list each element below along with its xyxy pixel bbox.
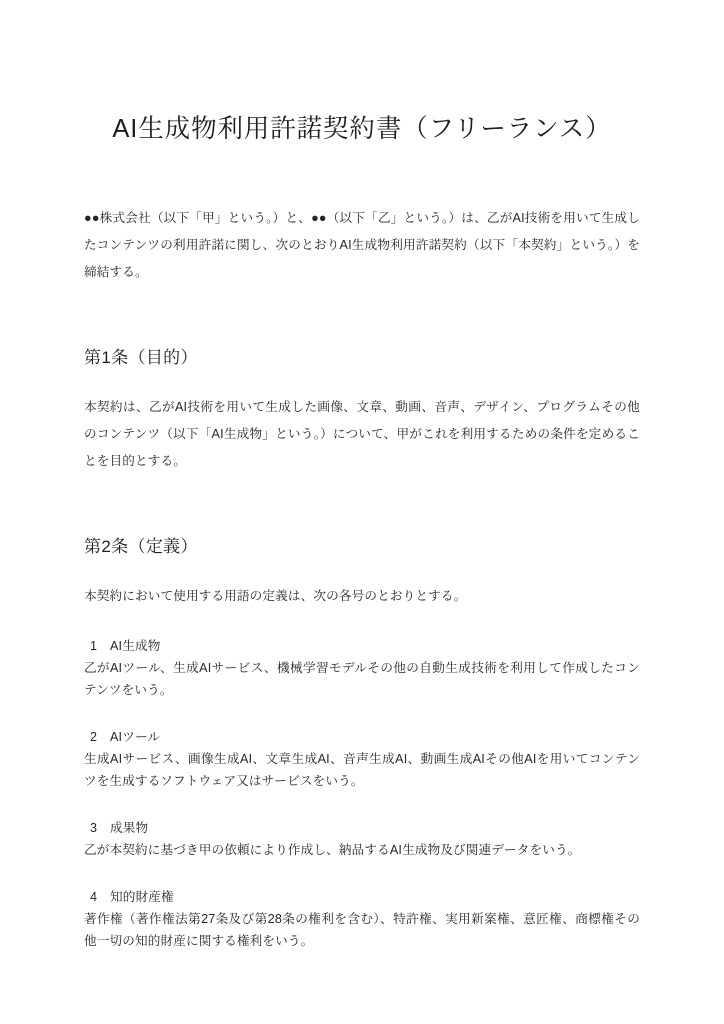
definition-term: 成果物 [110,821,149,836]
definition-term: AI生成物 [110,639,161,654]
definition-item [84,726,640,792]
definition-number: 1 [90,639,98,654]
definition-list [84,635,640,952]
definition-text: 生成AIサービス、画像生成AI、文章生成AI、音声生成AI、動画生成AIその他AIを用いてコンテンツを生成するソフトウェア又はサービスをいう。 [84,752,640,789]
article-section-1 [84,346,640,475]
definition-text: 著作権（著作権法第27条及び第28条の権利を含む）、特許権、実用新案権、意匠権、商標権その他一切の知的財産に関する権利をいう。 [84,912,640,949]
definition-label [84,886,640,908]
definition-item [84,635,640,701]
preamble-paragraph: ●●株式会社（以下「甲」という。）と、●●（以下「乙」という。）は、乙がAI技術を用いて生成したコンテンツの利用許諾に関し、次のとおりAI生成物利用許諾契約（以下「本契約」という。）を締結する。 [84,211,640,280]
definition-text: 乙がAIツール、生成AIサービス、機械学習モデルその他の自動生成技術を利用して作成したコンテンツをいう。 [84,661,640,698]
definition-text: 乙が本契約に基づき甲の依頼により作成し、納品するAI生成物及び関連データをいう。 [84,843,581,858]
definition-label [84,635,640,657]
article-body-1: 本契約は、乙がAI技術を用いて生成した画像、文章、動画、音声、デザイン、プログラムその他のコンテンツ（以下「AI生成物」という。）について、甲がこれを利用するための条件を定めることを目的とする。 [84,400,640,469]
definition-term: AIツール [110,730,161,745]
definition-number: 4 [90,890,98,905]
article-section-2 [84,535,640,952]
definition-number: 3 [90,821,98,836]
document-title: AI生成物利用許諾契約書（フリーランス） [112,115,612,143]
definition-item [84,886,640,952]
definition-item [84,817,640,861]
article-heading-2: 第2条（定義） [84,537,198,557]
definition-term: 知的財産権 [110,890,174,905]
definition-number: 2 [90,730,98,745]
definition-label [84,726,640,748]
article-heading-1: 第1条（目的） [84,348,198,368]
definition-label [84,817,640,839]
article-body-2: 本契約において使用する用語の定義は、次の各号のとおりとする。 [84,589,467,604]
